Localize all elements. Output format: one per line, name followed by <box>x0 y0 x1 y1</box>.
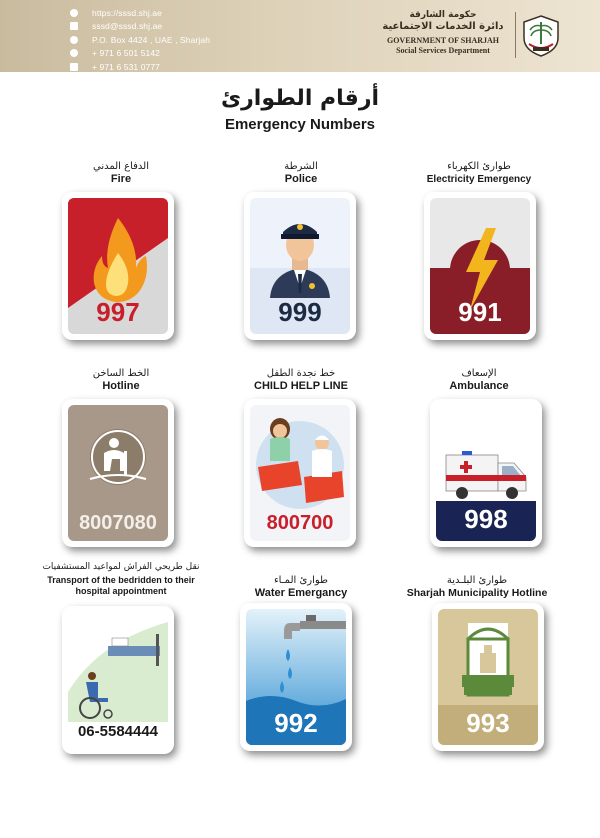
card-water-number: 992 <box>274 708 318 738</box>
card-electricity-image <box>430 198 530 334</box>
government-title <box>378 10 508 56</box>
card-hotline-labels <box>36 367 206 393</box>
card-childline[interactable] <box>244 399 356 547</box>
header-divider <box>515 12 516 58</box>
card-transport-labels <box>36 562 206 597</box>
card-label-arabic: طوارئ البلـدية <box>446 575 508 586</box>
card-label-english: Sharjah Municipality Hotline <box>406 587 548 599</box>
phone-icon <box>70 49 78 57</box>
card-municipality-image <box>438 609 538 745</box>
page-title-arabic: أرقام الطوارئ <box>220 86 380 111</box>
sharjah-emblem-logo <box>520 14 562 58</box>
card-hotline[interactable] <box>62 399 174 547</box>
card-water[interactable] <box>240 603 352 751</box>
card-transport-image <box>68 612 168 748</box>
card-hotline-number: 8007080 <box>79 512 157 534</box>
card-label-english: CHILD HELP LINE <box>254 380 348 392</box>
gov-arabic-line2: دائرة الخدمات الاجتماعية <box>382 21 504 32</box>
card-ambulance-number: 998 <box>464 504 508 534</box>
contact-info <box>70 6 210 74</box>
card-water-labels <box>216 574 386 600</box>
card-municipality-number: 993 <box>466 708 510 738</box>
card-electricity[interactable] <box>424 192 536 340</box>
card-municipality[interactable] <box>432 603 544 751</box>
card-childline-labels <box>216 367 386 393</box>
gov-english-line1: GOVERNMENT OF SHARJAH <box>386 36 499 45</box>
card-label-arabic: طوارئ الكهرباء <box>447 161 511 172</box>
location-pin-icon <box>70 36 78 44</box>
card-label-english: Hotline <box>102 380 140 392</box>
card-police[interactable] <box>244 192 356 340</box>
card-police-image <box>250 198 350 334</box>
card-label-arabic: نقل طريحي الفراش لمواعيد المستشفيات <box>42 562 200 572</box>
card-ambulance[interactable] <box>430 399 542 547</box>
card-label-arabic: الخط الساخن <box>92 368 150 379</box>
envelope-icon <box>70 22 78 30</box>
website-row[interactable] <box>70 6 210 20</box>
email-text[interactable]: sssd@sssd.shj.ae <box>92 21 163 32</box>
gov-english-line2: Social Services Department <box>396 46 490 55</box>
card-childline-number: 800700 <box>266 512 334 534</box>
card-label-english: Fire <box>110 173 132 185</box>
card-label-english: Ambulance <box>449 380 509 392</box>
card-transport-number: 06-5584444 <box>77 723 159 740</box>
card-police-number: 999 <box>278 297 322 327</box>
card-police-labels <box>216 160 386 186</box>
card-label-english: Electricity Emergency <box>426 174 532 185</box>
card-hotline-image <box>68 405 168 541</box>
phone-text[interactable]: + 971 6 501 5142 <box>92 48 161 59</box>
card-municipality-labels <box>392 574 562 600</box>
card-label-english: Transport of the bedridden to their hospital appointment <box>47 575 195 596</box>
card-label-arabic: طوارئ المـاء <box>273 575 329 586</box>
fax-row <box>70 60 210 74</box>
address-row <box>70 33 210 47</box>
fax-icon <box>70 63 78 71</box>
globe-icon <box>70 9 78 17</box>
card-transport[interactable] <box>62 606 174 754</box>
card-electricity-number: 991 <box>458 297 502 327</box>
website-text[interactable]: https://sssd.shj.ae <box>92 7 162 18</box>
card-childline-image <box>250 405 350 541</box>
page-title-english: Emergency Numbers <box>224 116 376 133</box>
header-banner <box>0 0 600 72</box>
card-electricity-labels <box>394 160 564 186</box>
card-label-arabic: الإسعاف <box>461 368 497 379</box>
card-water-image <box>246 609 346 745</box>
address-text: P.O. Box 4424 , UAE , Sharjah <box>92 34 211 45</box>
card-ambulance-image <box>436 405 536 541</box>
phone-row[interactable] <box>70 47 210 61</box>
card-label-arabic: الشرطة <box>284 161 318 172</box>
card-label-english: Water Emergancy <box>254 587 348 599</box>
card-fire-image <box>68 198 168 334</box>
email-row[interactable] <box>70 20 210 34</box>
card-fire-number: 997 <box>96 297 140 327</box>
gov-arabic-line1: حكومة الشارقة <box>409 10 477 20</box>
card-label-arabic: خط نجدة الطفل <box>266 368 336 379</box>
card-fire[interactable] <box>62 192 174 340</box>
card-label-arabic: الدفاع المدني <box>92 161 150 172</box>
card-fire-labels <box>36 160 206 186</box>
card-ambulance-labels <box>394 367 564 393</box>
card-label-english: Police <box>284 173 318 185</box>
fax-text: + 971 6 531 0777 <box>92 61 161 72</box>
